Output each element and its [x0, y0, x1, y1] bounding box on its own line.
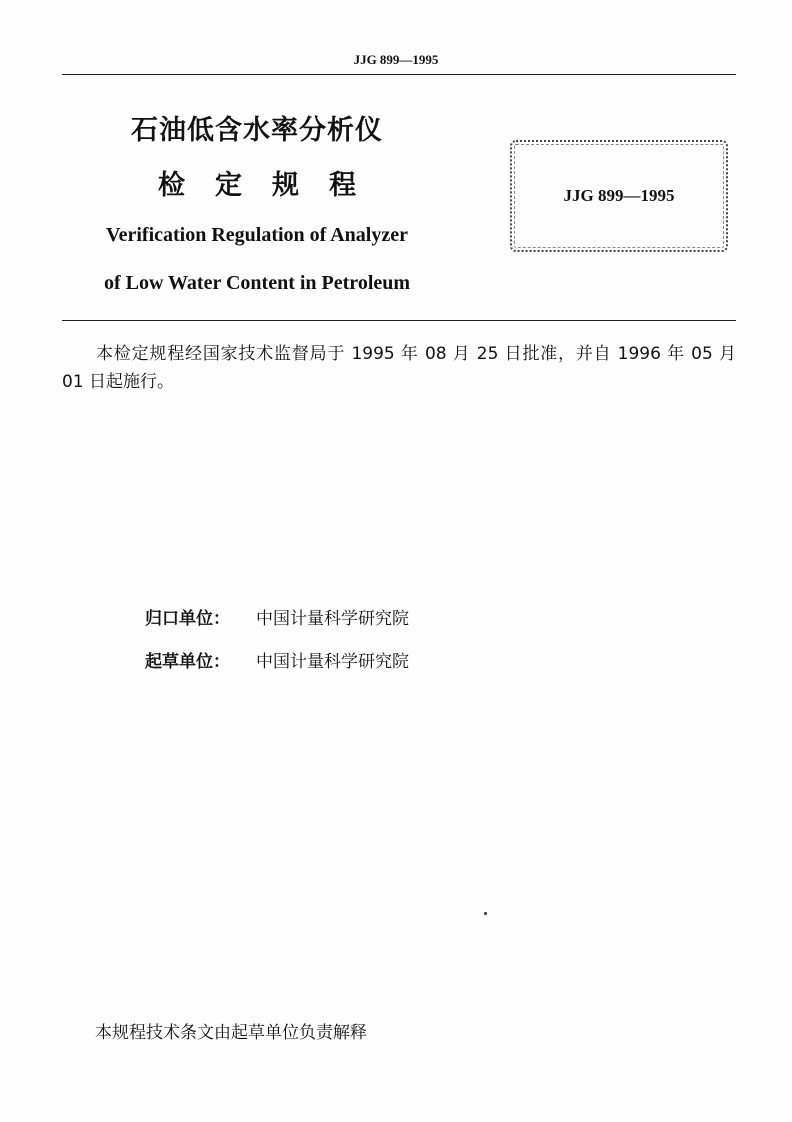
responsible-unit-value: 中国计量科学研究院 — [256, 609, 409, 629]
interpretation-note: 本规程技术条文由起草单位负责解释 — [95, 1023, 367, 1043]
standard-code-box-text: JJG 899—1995 — [563, 186, 675, 205]
title-english-line-1: Verification Regulation of Analyzer — [105, 224, 408, 246]
title-bottom-rule — [62, 320, 736, 321]
header-standard-code: JJG 899—1995 — [353, 52, 439, 67]
drafting-unit-value: 中国计量科学研究院 — [256, 652, 409, 672]
header-rule — [62, 74, 736, 75]
title-chinese: 石油低含水率分析仪 — [131, 115, 383, 146]
approval-statement: 本检定规程经国家技术监督局于 1995 年 08 月 25 日批准，并自 1996 年 05 月 01 日起施行。 — [62, 344, 736, 392]
title-english-line-2: of Low Water Content in Petroleum — [103, 272, 411, 294]
scan-speck — [484, 912, 487, 915]
drafting-unit-label: 起草单位： — [145, 652, 230, 672]
responsible-unit-label: 归口单位： — [145, 609, 230, 629]
subtitle-chinese: 检定规程 — [158, 170, 386, 201]
